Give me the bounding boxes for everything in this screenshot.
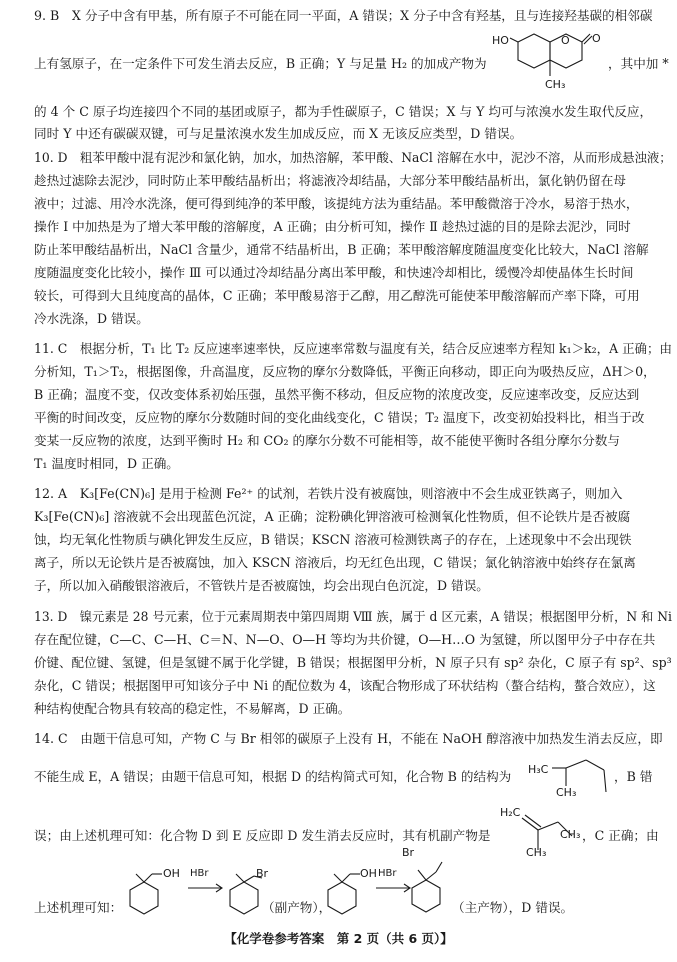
c-label-h2c: H₂C <box>500 806 521 819</box>
q11-line-4: 平衡的时间改变，反应物的摩尔分数随时间的变化曲线变化，C 错误；T₂ 温度下，改变初始投料比，相当于改 <box>34 410 645 425</box>
q9-line-2-tail: ，其中加 * <box>608 56 669 71</box>
q13-line-3: 价键、配位键、氢键，但是氢键不属于化学键，B 错误；根据图甲分析，N 原子只有 sp² 杂化，C 原子有 sp²、sp³ <box>34 655 672 670</box>
arrow-2-reagent: HBr <box>378 868 397 879</box>
q11-line-3: B 正确；温度不变，仅改变体系初始压强，虽然平衡不移动，但反应物的浓度改变，反应速率改变，反应达到 <box>34 387 640 402</box>
q9-line-1: 9. B X 分子中含有甲基，所有原子不可能在同一平面，A 错误；X 分子中含有羟基，且与连接羟基碳的相邻碳 <box>34 8 653 23</box>
q14-line-3: 误；由上述机理可知：化合物 D 到 E 反应即 D 发生消去反应时，其有机副产物是 <box>34 828 491 843</box>
q14-line-3-tail: ，C 正确；由 <box>582 828 659 843</box>
q11-line-2: 分析知，T₁＞T₂，根据图像，升高温度，反应物的摩尔分数降低，平衡正向移动，即正向为吸热反应，ΔH＞0， <box>34 364 656 379</box>
q10-line-6: 度随温度变化比较小，操作 Ⅲ 可以通过冷却结晶分离出苯甲酸，和快速冷却相比，缓慢冷却使晶体生长时间 <box>34 265 634 280</box>
c-label-ch3-bottom: CH₃ <box>526 846 547 859</box>
q14-side-product-text: （副产物）， <box>262 900 332 915</box>
b-label-ch3: CH₃ <box>556 786 577 799</box>
q12-line-3: 蚀，均无氧化性物质与碘化钾发生反应，B 错误；KSCN 溶液可检测铁离子的存在，上述现象中不会出现铁 <box>34 532 632 547</box>
mol9-label-ch3: CH₃ <box>545 78 566 91</box>
r1-label-oh: OH <box>163 867 180 880</box>
b-label-h3c: H₃C <box>528 763 549 776</box>
q12-line-4: 离子，所以无论铁片是否被腐蚀，加入 KSCN 溶液后，均无红色出现，C 错误；氯化钠溶液中始终存在氯离 <box>34 555 636 570</box>
arrow-1-reagent: HBr <box>190 868 209 879</box>
q10-line-3: 液中；过滤、用冷水洗涤，便可得到纯净的苯甲酸，该提纯方法为重结晶。苯甲酸微溶于冷水，易溶于热水， <box>34 196 639 211</box>
main-product-bromide-structure <box>404 858 454 920</box>
q14-line-4-lead: 上述机理可知： <box>34 900 123 915</box>
q14-line-2: 不能生成 E，A 错误；由题干信息可知，根据 D 的结构简式可知，化合物 B 的结构为 <box>34 769 512 784</box>
q13-line-2: 存在配位键，C—C、C—H、C＝N、N—O、O—H 等均为共价键，O—H…O 为氢键，所以图甲分子中存在共 <box>34 632 656 647</box>
mol9-label-ho: HO <box>492 34 509 47</box>
q10-line-7: 较长，可得到大且纯度高的晶体，C 正确；苯甲酸易溶于乙醇，用乙醇洗可能使苯甲酸溶解而产率下降，可用 <box>34 288 640 303</box>
q13-line-5: 种结构使配合物具有较高的稳定性，不易解离，D 正确。 <box>34 701 351 716</box>
r2-label-oh: OH <box>360 867 377 880</box>
p1-label-br: Br <box>256 867 269 880</box>
q10-line-2: 趁热过滤除去泥沙，同时防止苯甲酸结晶析出；将滤液冷却结晶，大部分苯甲酸结晶析出，氯化钠仍留在母 <box>34 173 626 188</box>
compound-b-structure <box>542 752 614 802</box>
q10-line-4: 操作 Ⅰ 中加热是为了增大苯甲酸的溶解度，A 正确；由分析可知，操作 Ⅱ 趁热过滤的目的是除去泥沙，同时 <box>34 219 631 234</box>
q10-line-1: 10. D 粗苯甲酸中混有泥沙和氯化钠，加水，加热溶解，苯甲酸、NaCl 溶解在水中，泥沙不溶，从而形成悬浊液； <box>34 150 672 165</box>
mol9-label-o-ring: O <box>561 34 570 47</box>
c-label-ch3-right: CH₃ <box>560 828 581 841</box>
q12-line-5: 子，所以加入硝酸银溶液后，不管铁片是否被腐蚀，均会出现白色沉淀，D 错误。 <box>34 578 489 593</box>
q9-line-3: 的 4 个 C 原子均连接四个不同的基团或原子，都为手性碳原子，C 错误；X 与 Y 均可与浓溴水发生取代反应， <box>34 104 653 119</box>
q10-line-8: 冷水洗涤，D 错误。 <box>34 311 149 326</box>
mol9-label-o-carbonyl: O <box>592 32 601 45</box>
q13-line-1: 13. D 镍元素是 28 号元素，位于元素周期表中第四周期 Ⅷ 族，属于 d 区元素，A 错误；根据图甲分析，N 和 Ni <box>34 609 672 624</box>
q13-line-4: 杂化，C 错误；根据图甲可知该分子中 Ni 的配位数为 4，该配合物形成了环状结构（螯合结构，螯合效应），这 <box>34 678 656 693</box>
q11-line-5: 变某一反应物的浓度，达到平衡时 H₂ 和 CO₂ 的摩尔分数不可能相等，故不能使平衡时各组分摩尔分数与 <box>34 433 620 448</box>
q11-line-1: 11. C 根据分析，T₁ 比 T₂ 反应速率速率快，反应速率常数与温度有关，结合反应速率方程知 k₁＞k₂，A 正确；由 <box>34 341 672 356</box>
page-footer: 【化学卷参考答案 第 2 页（共 6 页）】 <box>224 931 453 946</box>
q14-line-1: 14. C 由题干信息可知，产物 C 与 Br 相邻的碳原子上没有 H，不能在 NaOH 醇溶液中加热发生消去反应，即 <box>34 731 663 746</box>
arrow-1 <box>186 880 226 896</box>
q14-main-product-text: （主产物），D 错误。 <box>452 900 574 915</box>
q14-line-2-tail: ，B 错 <box>614 769 653 784</box>
q9-line-2: 上有氢原子，在一定条件下可发生消去反应，B 正确；Y 与足量 H₂ 的加成产物为 <box>34 56 487 71</box>
q12-line-1: 12. A K₃[Fe(CN)₆] 是用于检测 Fe²⁺ 的试剂，若铁片没有被腐蚀，则溶液中不会生成亚铁离子，则加入 <box>34 486 623 501</box>
q12-line-2: K₃[Fe(CN)₆] 溶液就不会出现蓝色沉淀，A 正确；淀粉碘化钾溶液可检测氧化性物质，但不论铁片是否被腐 <box>34 509 631 524</box>
q9-line-4: 同时 Y 中还有碳碳双键，可与足量浓溴水发生加成反应，而 X 无该反应类型，D 错误。 <box>34 126 523 141</box>
p2-label-br: Br <box>402 846 415 859</box>
q11-line-6: T₁ 温度时相同，D 正确。 <box>34 456 179 471</box>
q10-line-5: 防止苯甲酸结晶析出，NaCl 含量少，通常不结晶析出，B 正确；苯甲酸溶解度随温度变化比较大，NaCl 溶解 <box>34 242 649 257</box>
